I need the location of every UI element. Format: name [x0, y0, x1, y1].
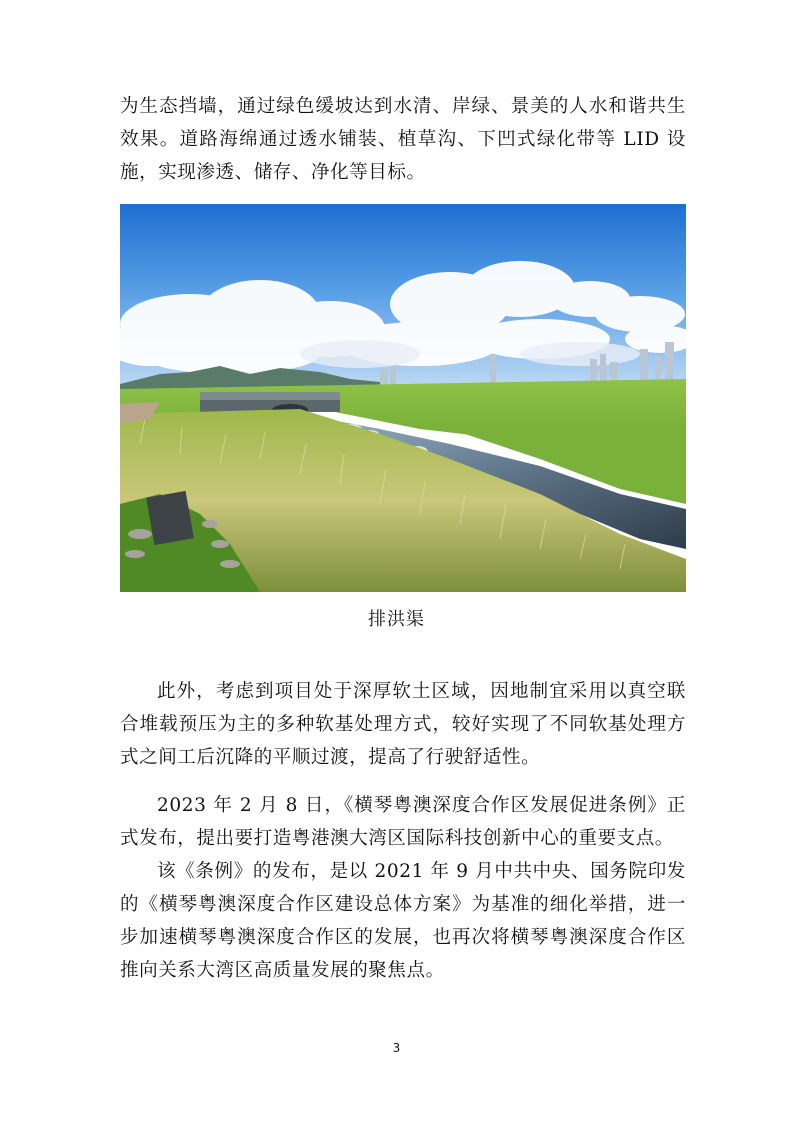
- paragraph-intro: 为生态挡墙，通过绿色缓坡达到水清、岸绿、景美的人水和谐共生效果。道路海绵通过透水铺装、植草沟、下凹式绿化带等 LID 设施，实现渗透、储存、净化等目标。: [120, 96, 686, 183]
- paragraph-soft-soil: 此外，考虑到项目处于深厚软土区域，因地制宜采用以真空联合堆载预压为主的多种软基处理方式，较好实现了不同软基处理方式之间工后沉降的平顺过渡，提高了行驶舒适性。: [120, 681, 686, 768]
- paragraph-regulation-release: 2023 年 2 月 8 日，《横琴粤澳深度合作区发展促进条例》正式发布，提出要打造粤港澳大湾区国际科技创新中心的重要支点。: [120, 795, 686, 849]
- page-number: 3: [392, 1041, 401, 1055]
- figure-caption: 排洪渠: [368, 609, 425, 630]
- paragraph-regulation-significance: 该《条例》的发布，是以 2021 年 9 月中共中央、国务院印发的《横琴粤澳深度合作区建设总体方案》为基准的细化举措，进一步加速横琴粤澳深度合作区的发展，也再次将横琴粤澳深度合作区推向关系大湾区高质量发展的聚焦点。: [120, 861, 686, 981]
- drainage-channel-photo: [120, 204, 686, 592]
